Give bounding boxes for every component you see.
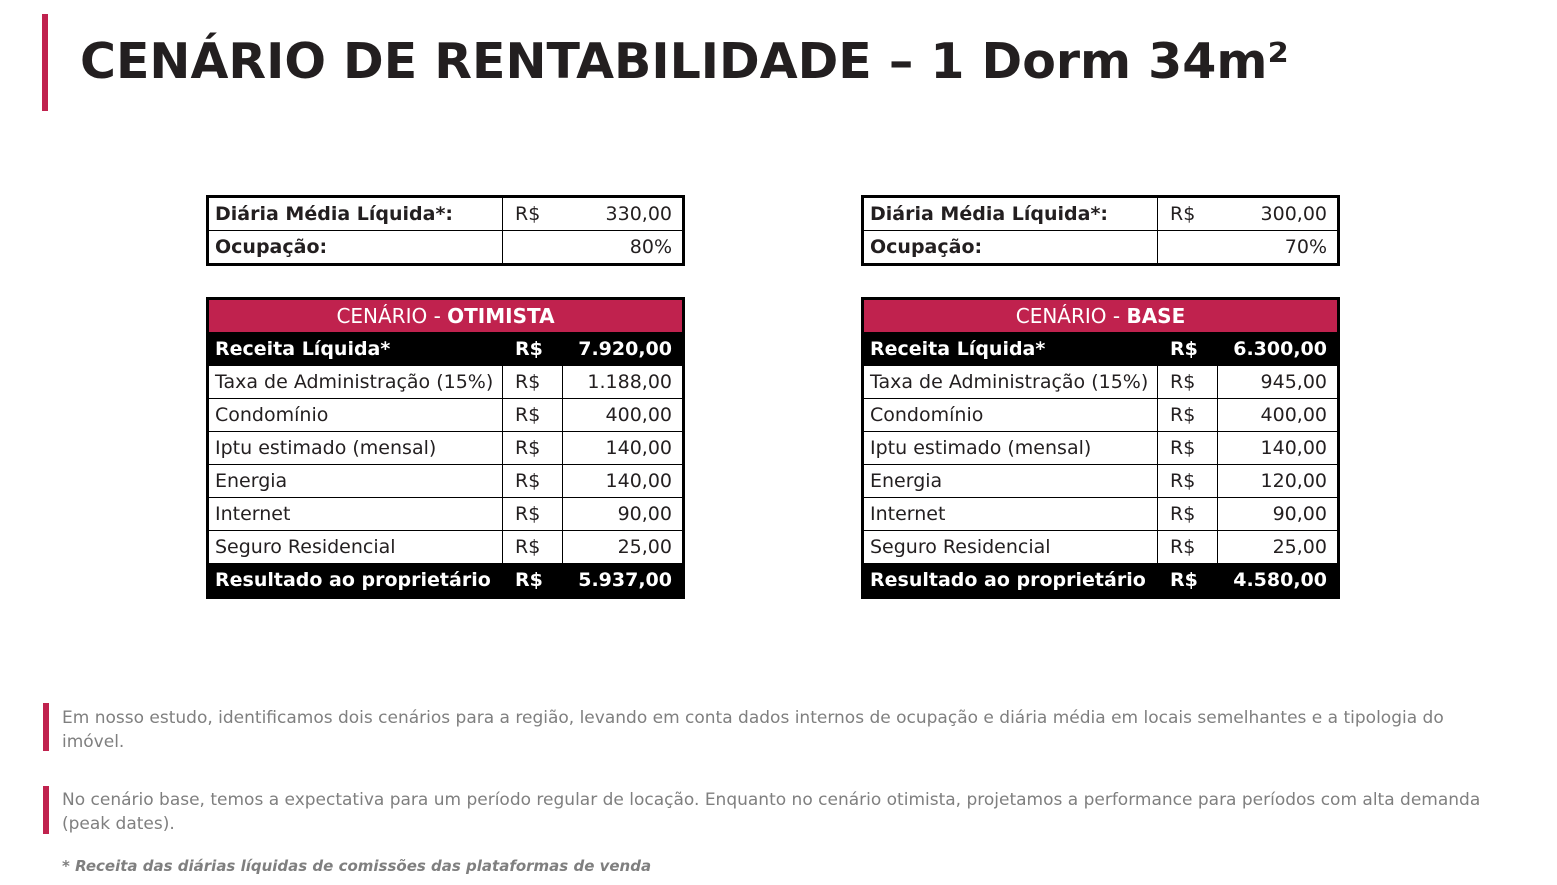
diaria-label: Diária Média Líquida*:	[208, 197, 503, 231]
row-label: Seguro Residencial	[863, 531, 1158, 564]
row-label: Energia	[208, 465, 503, 498]
note-accent-bar	[43, 786, 49, 834]
table-row	[208, 366, 684, 399]
row-value: 6.300,00	[1218, 333, 1339, 366]
note-paragraph: Em nosso estudo, identificamos dois cenários para a região, levando em conta dados internos de ocupação e diária média em locais semelhantes e a tipologia do imóvel.	[62, 708, 1444, 752]
ocupacao-value: 70%	[1158, 231, 1339, 265]
row-value: 140,00	[563, 432, 684, 465]
row-value: 90,00	[563, 498, 684, 531]
page-title: CENÁRIO DE RENTABILIDADE – 1 Dorm 34m²	[80, 33, 1289, 90]
row-value: 140,00	[1218, 432, 1339, 465]
row-currency: R$	[1158, 333, 1218, 366]
info-row-ocupacao	[208, 231, 684, 265]
row-currency: R$	[503, 498, 563, 531]
table-row	[863, 531, 1339, 564]
row-label: Receita Líquida*	[863, 333, 1158, 366]
row-label: Taxa de Administração (15%)	[863, 366, 1158, 399]
row-currency: R$	[1158, 366, 1218, 399]
table-row	[863, 399, 1339, 432]
row-currency: R$	[503, 564, 563, 598]
row-label: Condomínio	[208, 399, 503, 432]
row-currency: R$	[503, 465, 563, 498]
diaria-label: Diária Média Líquida*:	[863, 197, 1158, 231]
diaria-currency: R$	[503, 197, 563, 231]
scenario-header	[863, 299, 1339, 333]
table-row	[863, 333, 1339, 366]
row-currency: R$	[1158, 498, 1218, 531]
row-label: Iptu estimado (mensal)	[863, 432, 1158, 465]
row-value: 1.188,00	[563, 366, 684, 399]
row-currency: R$	[1158, 564, 1218, 598]
row-currency: R$	[1158, 399, 1218, 432]
table-row	[208, 498, 684, 531]
row-value: 945,00	[1218, 366, 1339, 399]
row-currency: R$	[1158, 465, 1218, 498]
info-row-ocupacao	[863, 231, 1339, 265]
diaria-value: 300,00	[1218, 197, 1339, 231]
ocupacao-label: Ocupação:	[863, 231, 1158, 265]
scenario-header-name: OTIMISTA	[447, 304, 555, 328]
row-value: 4.580,00	[1218, 564, 1339, 598]
row-label: Resultado ao proprietário	[208, 564, 503, 598]
row-value: 90,00	[1218, 498, 1339, 531]
scenario-header-cell	[208, 299, 684, 333]
diaria-currency: R$	[1158, 197, 1218, 231]
row-value: 120,00	[1218, 465, 1339, 498]
table-row	[208, 432, 684, 465]
info-table-base	[861, 195, 1340, 266]
row-value: 400,00	[563, 399, 684, 432]
scenario-header-prefix: CENÁRIO -	[1015, 304, 1127, 328]
diaria-value: 330,00	[563, 197, 684, 231]
row-currency: R$	[503, 531, 563, 564]
note-accent-bar	[43, 703, 49, 751]
scenario-header	[208, 299, 684, 333]
info-table-otimista	[206, 195, 685, 266]
scenario-header-prefix: CENÁRIO -	[336, 304, 448, 328]
table-row-total	[863, 564, 1339, 598]
scenario-table-otimista	[206, 297, 685, 599]
table-row	[208, 333, 684, 366]
row-value: 7.920,00	[563, 333, 684, 366]
row-label: Internet	[863, 498, 1158, 531]
row-value: 25,00	[1218, 531, 1339, 564]
row-label: Resultado ao proprietário	[863, 564, 1158, 598]
scenario-header-cell	[863, 299, 1339, 333]
row-currency: R$	[503, 432, 563, 465]
row-currency: R$	[1158, 432, 1218, 465]
row-label: Taxa de Administração (15%)	[208, 366, 503, 399]
row-value: 400,00	[1218, 399, 1339, 432]
table-row	[863, 465, 1339, 498]
row-label: Condomínio	[863, 399, 1158, 432]
table-row	[208, 465, 684, 498]
row-value: 140,00	[563, 465, 684, 498]
info-row-diaria	[208, 197, 684, 231]
row-currency: R$	[503, 399, 563, 432]
row-label: Iptu estimado (mensal)	[208, 432, 503, 465]
table-row-total	[208, 564, 684, 598]
scenario-table-base	[861, 297, 1340, 599]
row-label: Energia	[863, 465, 1158, 498]
info-row-diaria	[863, 197, 1339, 231]
row-label: Seguro Residencial	[208, 531, 503, 564]
row-value: 25,00	[563, 531, 684, 564]
row-label: Receita Líquida*	[208, 333, 503, 366]
row-label: Internet	[208, 498, 503, 531]
ocupacao-value: 80%	[503, 231, 684, 265]
table-row	[863, 498, 1339, 531]
row-currency: R$	[1158, 531, 1218, 564]
scenario-header-name: BASE	[1126, 304, 1186, 328]
table-row	[863, 366, 1339, 399]
footnote: * Receita das diárias líquidas de comissões das plataformas de venda	[62, 857, 652, 875]
row-value: 5.937,00	[563, 564, 684, 598]
note-paragraph: No cenário base, temos a expectativa para um período regular de locação. Enquanto no cenário otimista, projetamos a performance para períodos com alta demanda (peak dates).	[62, 790, 1481, 834]
title-accent-bar	[42, 14, 48, 111]
table-row	[208, 399, 684, 432]
row-currency: R$	[503, 333, 563, 366]
row-currency: R$	[503, 366, 563, 399]
ocupacao-label: Ocupação:	[208, 231, 503, 265]
table-row	[208, 531, 684, 564]
table-row	[863, 432, 1339, 465]
